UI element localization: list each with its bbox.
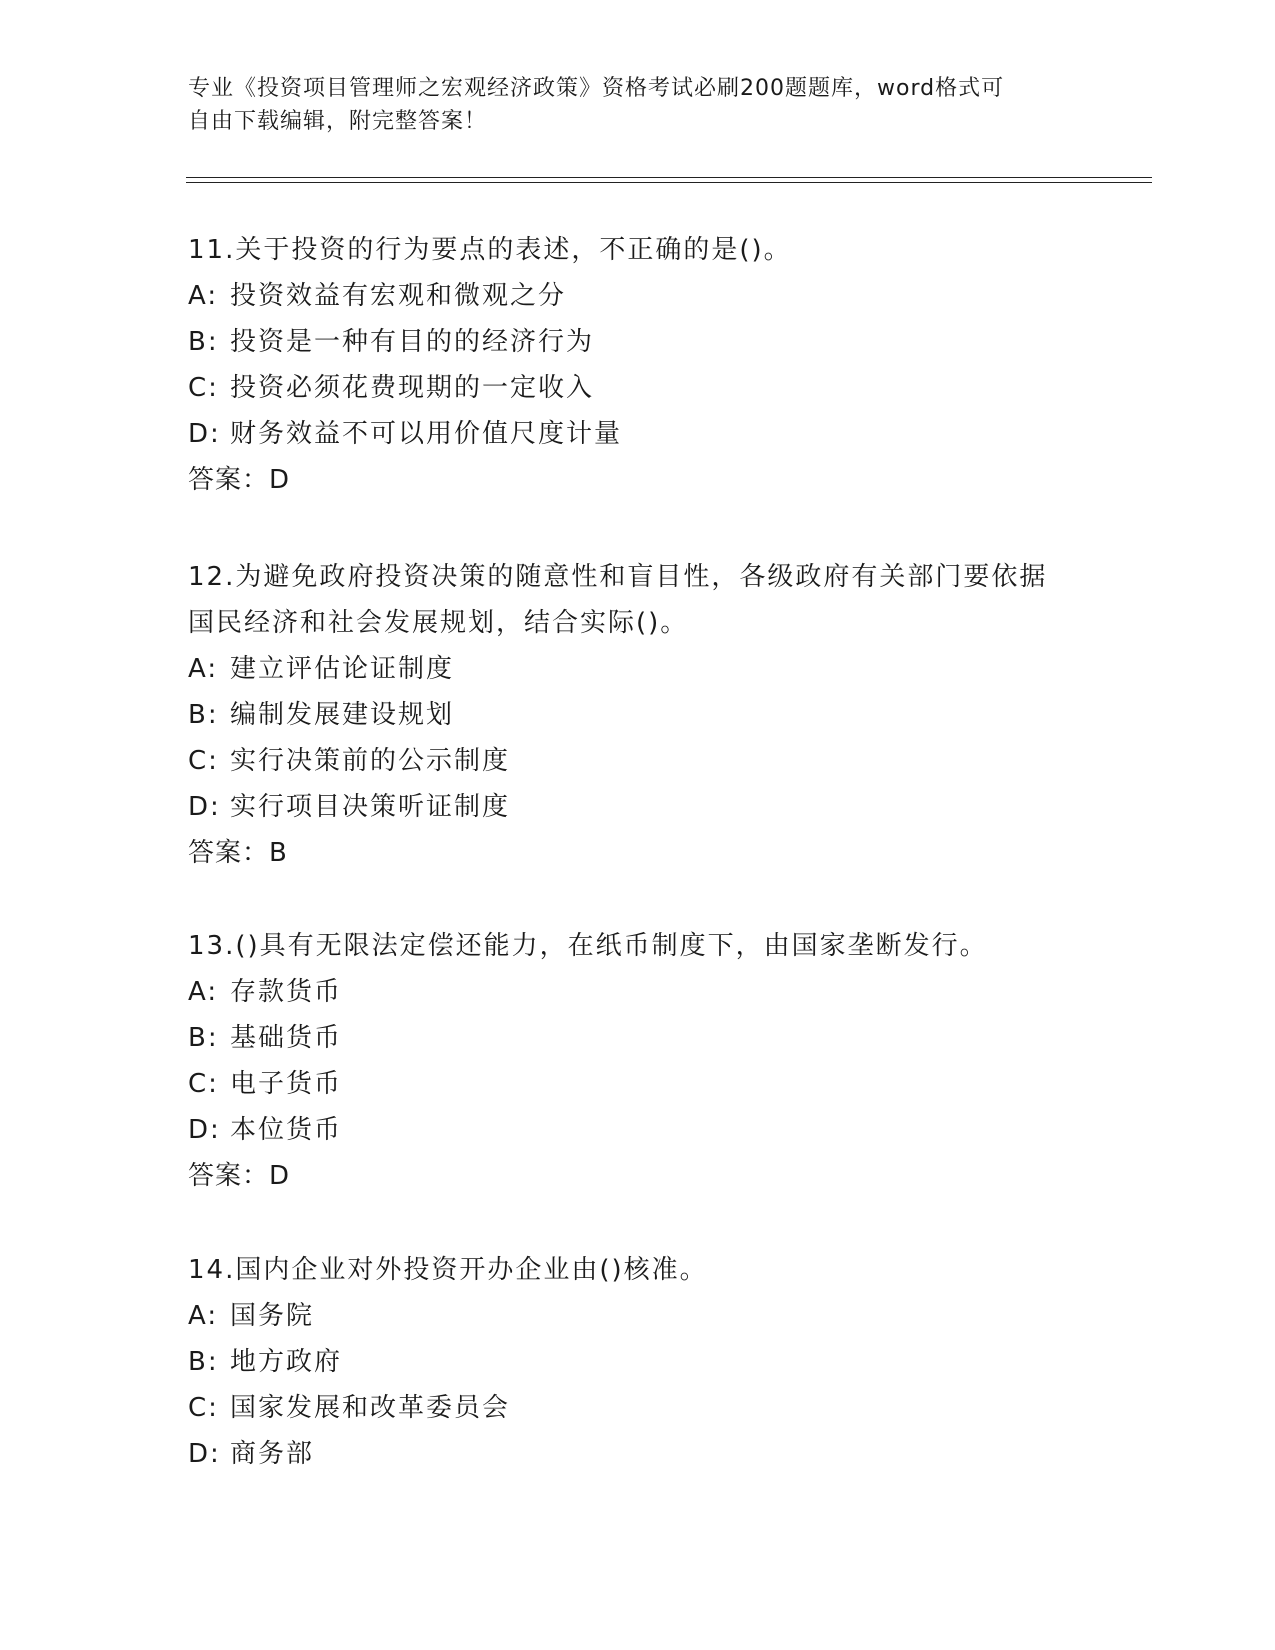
question-11	[188, 227, 1118, 503]
option-text: 本位货币	[230, 1115, 343, 1145]
header-divider-bottom	[186, 182, 1152, 183]
option-letter: B:	[188, 1347, 219, 1377]
option-text: 建立评估论证制度	[230, 654, 455, 684]
option-text: 投资是一种有目的的经济行为	[230, 327, 595, 357]
option-c	[188, 1385, 1118, 1431]
option-letter: C:	[188, 373, 219, 403]
option-a	[188, 273, 1118, 319]
option-b	[188, 319, 1118, 365]
option-letter: B:	[188, 700, 219, 730]
answer: 答案：B	[188, 838, 288, 868]
question-stem: 13.()具有无限法定偿还能力，在纸币制度下，由国家垄断发行。	[188, 931, 988, 961]
option-d	[188, 1431, 1118, 1477]
option-text: 编制发展建设规划	[230, 700, 455, 730]
answer: 答案：D	[188, 465, 291, 495]
option-letter: A:	[188, 281, 219, 311]
option-text: 实行决策前的公示制度	[230, 746, 511, 776]
option-text: 商务部	[230, 1439, 315, 1469]
option-a	[188, 646, 1118, 692]
option-text: 国家发展和改革委员会	[230, 1393, 511, 1423]
question-stem: 11.关于投资的行为要点的表述，不正确的是()。	[188, 235, 792, 265]
header-line-1: 专业《投资项目管理师之宏观经济政策》资格考试必刷200题题库，word格式可	[188, 76, 1005, 101]
option-text: 投资效益有宏观和微观之分	[230, 281, 567, 311]
option-b	[188, 1015, 1118, 1061]
answer: 答案：D	[188, 1161, 291, 1191]
option-letter: A:	[188, 977, 219, 1007]
option-letter: C:	[188, 746, 219, 776]
option-letter: A:	[188, 1301, 219, 1331]
option-letter: A:	[188, 654, 219, 684]
option-text: 财务效益不可以用价值尺度计量	[230, 419, 623, 449]
question-14	[188, 1247, 1118, 1477]
option-letter: B:	[188, 1023, 219, 1053]
option-text: 实行项目决策听证制度	[230, 792, 511, 822]
option-a	[188, 969, 1118, 1015]
option-d	[188, 1107, 1118, 1153]
option-letter: D:	[188, 419, 221, 449]
option-letter: D:	[188, 792, 221, 822]
option-a	[188, 1293, 1118, 1339]
option-text: 国务院	[230, 1301, 315, 1331]
option-text: 投资必须花费现期的一定收入	[230, 373, 595, 403]
header-line-2: 自由下载编辑，附完整答案！	[188, 109, 488, 134]
question-13	[188, 923, 1118, 1199]
question-stem-line-2: 国民经济和社会发展规划，结合实际()。	[188, 608, 689, 638]
header-divider-top	[186, 177, 1152, 178]
option-text: 基础货币	[230, 1023, 343, 1053]
option-letter: C:	[188, 1069, 219, 1099]
option-letter: D:	[188, 1115, 221, 1145]
option-text: 地方政府	[230, 1347, 343, 1377]
option-letter: B:	[188, 327, 219, 357]
option-c	[188, 1061, 1118, 1107]
option-d	[188, 411, 1118, 457]
option-d	[188, 784, 1118, 830]
option-text: 存款货币	[230, 977, 343, 1007]
option-b	[188, 692, 1118, 738]
question-stem-line-1: 12.为避免政府投资决策的随意性和盲目性，各级政府有关部门要依据	[188, 562, 1048, 592]
option-text: 电子货币	[230, 1069, 343, 1099]
option-c	[188, 738, 1118, 784]
option-c	[188, 365, 1118, 411]
question-12	[188, 554, 1118, 876]
question-stem: 14.国内企业对外投资开办企业由()核准。	[188, 1255, 708, 1285]
option-b	[188, 1339, 1118, 1385]
option-letter: C:	[188, 1393, 219, 1423]
document-header	[188, 72, 1088, 138]
option-letter: D:	[188, 1439, 221, 1469]
